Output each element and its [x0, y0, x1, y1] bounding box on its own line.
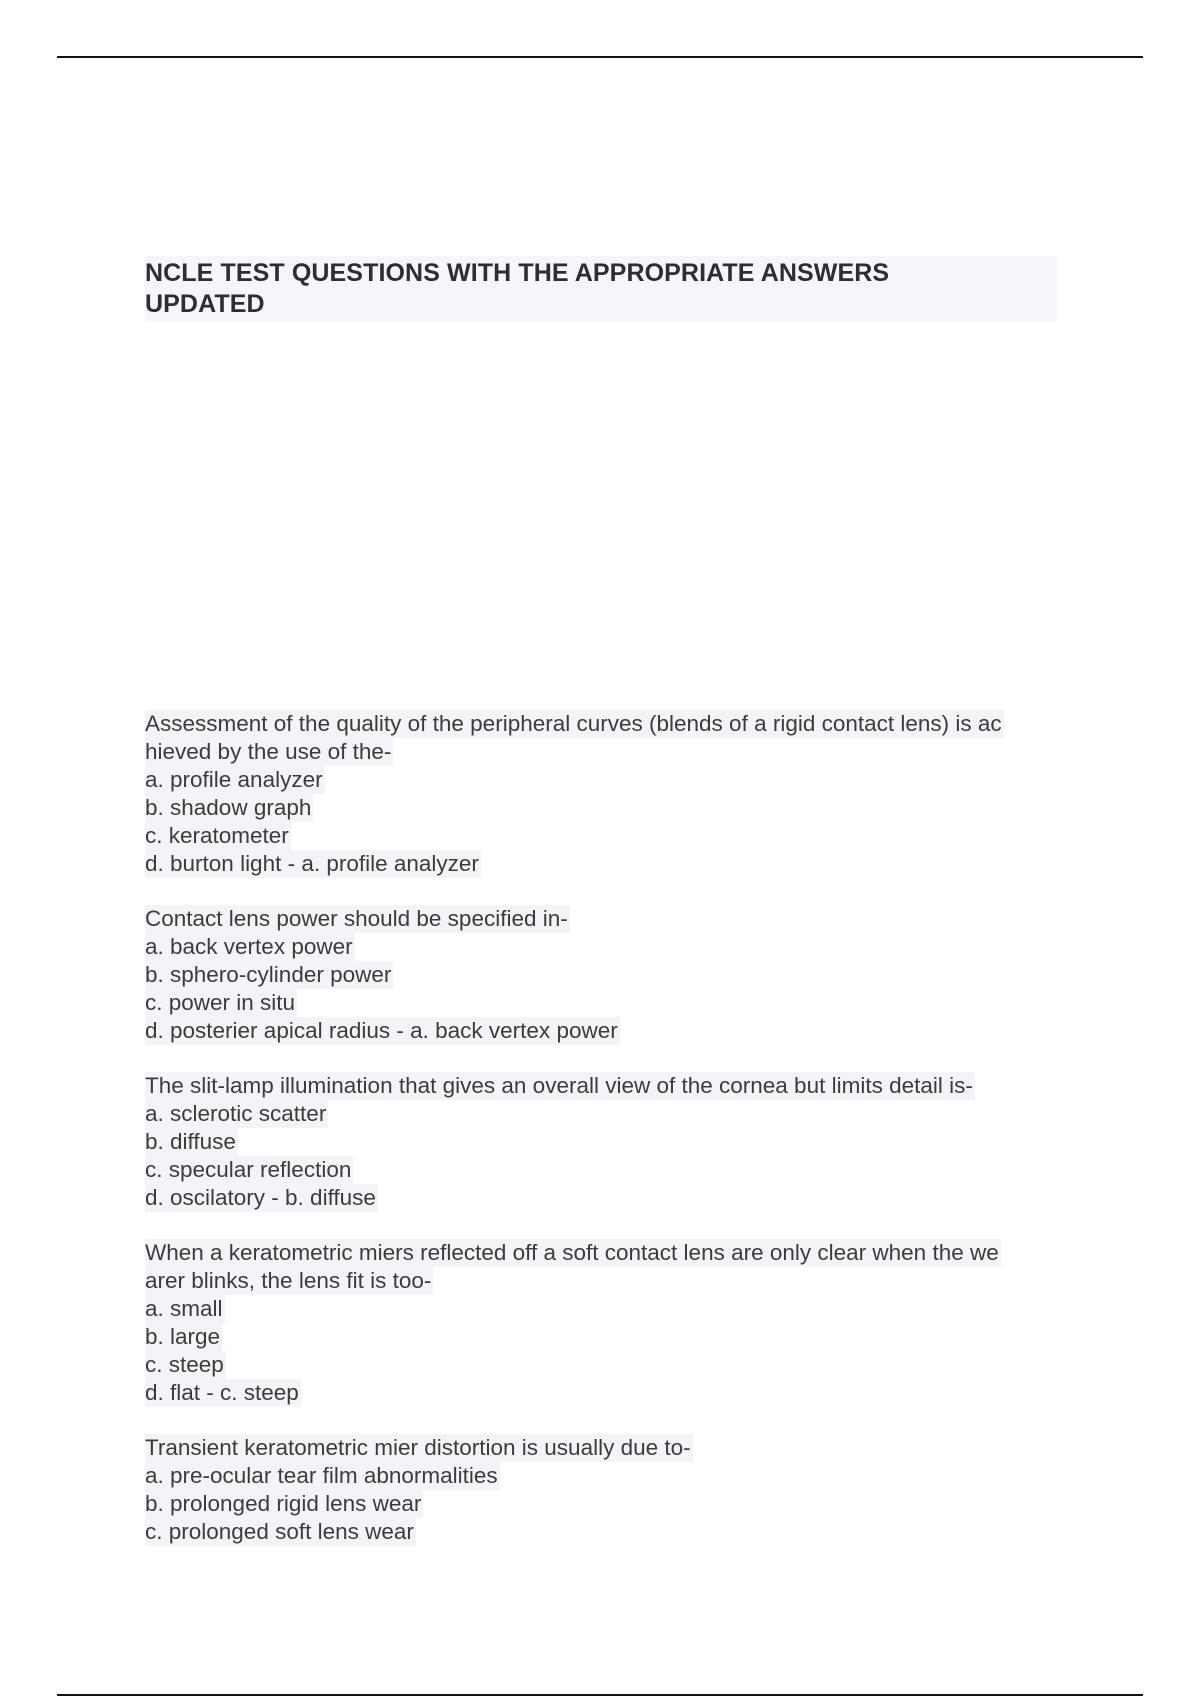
- document-title: [145, 258, 1005, 320]
- page-top-rule: [57, 56, 1143, 58]
- answer-option: c. power in situ: [145, 990, 296, 1015]
- answer-option: a. back vertex power: [145, 934, 353, 959]
- answer-option: a. small: [145, 1296, 223, 1321]
- answer-option: c. steep: [145, 1352, 224, 1377]
- answer-option-with-key: d. flat - c. steep: [145, 1380, 299, 1405]
- answer-option: a. pre-ocular tear film abnormalities: [145, 1463, 498, 1488]
- answer-option: c. prolonged soft lens wear: [145, 1519, 414, 1544]
- question-text: Assessment of the quality of the peripheral curves (blends of a rigid contact lens) is ac: [145, 711, 1002, 736]
- question-1: [145, 710, 1065, 878]
- title-line-2: UPDATED: [145, 290, 265, 318]
- answer-option-with-key: d. burton light - a. profile analyzer: [145, 851, 479, 876]
- question-3: [145, 1072, 1065, 1212]
- answer-option: b. diffuse: [145, 1129, 236, 1154]
- question-text: arer blinks, the lens fit is too-: [145, 1268, 432, 1293]
- question-text: hieved by the use of the-: [145, 739, 392, 764]
- question-text: When a keratometric miers reflected off a soft contact lens are only clear when the we: [145, 1240, 999, 1265]
- answer-option-with-key: d. posterier apical radius - a. back vertex power: [145, 1018, 618, 1043]
- title-line-1: NCLE TEST QUESTIONS WITH THE APPROPRIATE ANSWERS: [145, 259, 890, 287]
- question-text: Transient keratometric mier distortion is usually due to-: [145, 1435, 691, 1460]
- answer-option: b. sphero-cylinder power: [145, 962, 392, 987]
- question-text: The slit-lamp illumination that gives an overall view of the cornea but limits detail is-: [145, 1073, 973, 1098]
- answer-option: c. keratometer: [145, 823, 289, 848]
- question-list: [145, 710, 1065, 1573]
- page-bottom-rule: [57, 1694, 1143, 1696]
- question-text: Contact lens power should be specified in-: [145, 906, 568, 931]
- answer-option: c. specular reflection: [145, 1157, 352, 1182]
- question-2: [145, 905, 1065, 1045]
- answer-option: b. large: [145, 1324, 221, 1349]
- question-5: [145, 1434, 1065, 1546]
- answer-option-with-key: d. oscilatory - b. diffuse: [145, 1185, 376, 1210]
- answer-option: b. shadow graph: [145, 795, 312, 820]
- question-4: [145, 1239, 1065, 1407]
- answer-option: a. sclerotic scatter: [145, 1101, 327, 1126]
- answer-option: b. prolonged rigid lens wear: [145, 1491, 422, 1516]
- answer-option: a. profile analyzer: [145, 767, 323, 792]
